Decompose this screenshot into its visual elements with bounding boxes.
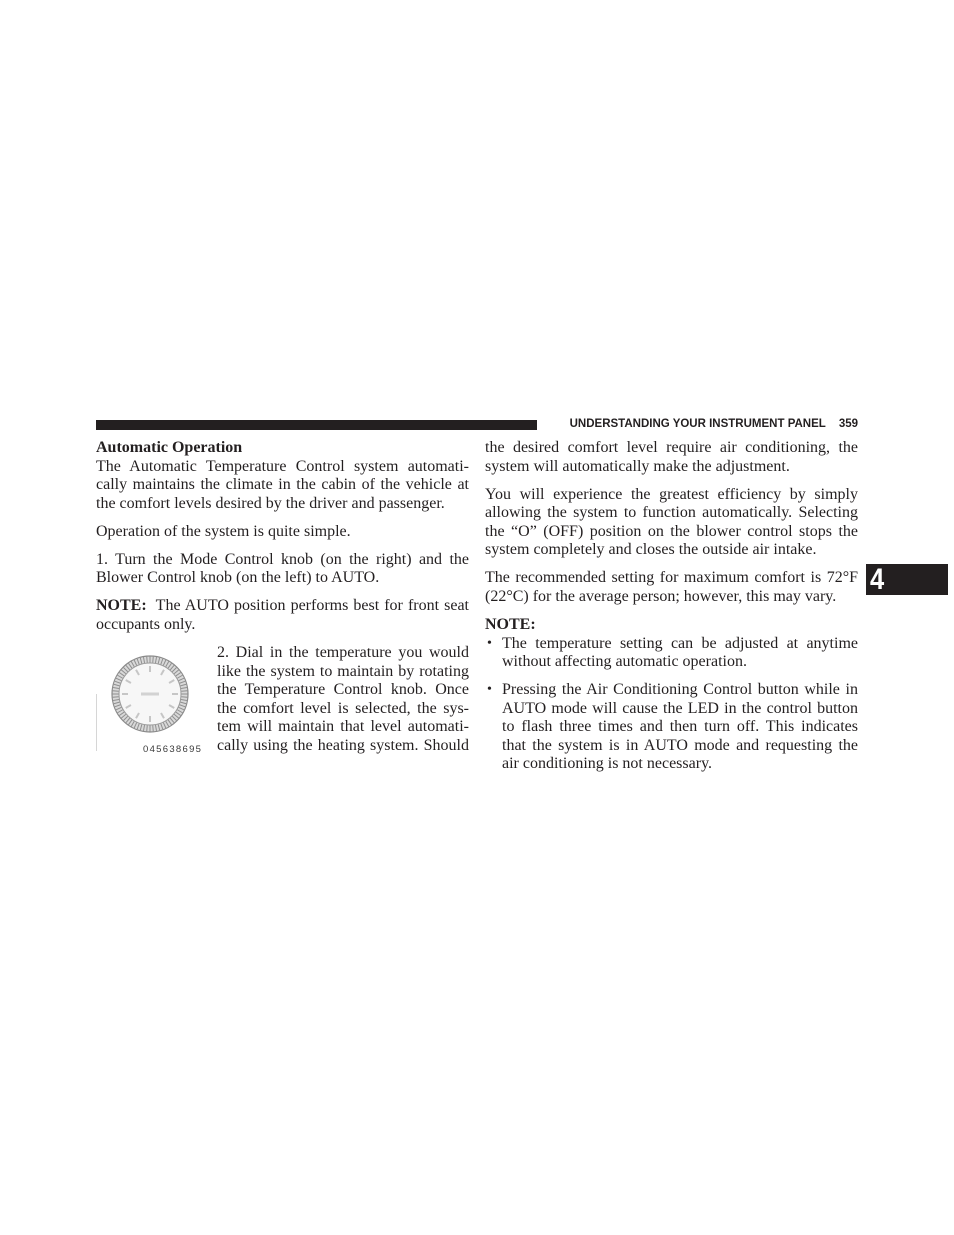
- header-rule: [96, 420, 537, 430]
- note-paragraph: [96, 597, 469, 634]
- note-label: NOTE:: [96, 597, 147, 615]
- text-line: the comfort level is selected, the sys-: [217, 699, 469, 717]
- text-line: Blower Control knob (on the left) to AUTO.: [96, 569, 380, 587]
- knob-figure: [96, 644, 217, 756]
- text-line: air conditioning is not necessary.: [502, 755, 713, 773]
- text-line: The recommended setting for maximum comfort is 72°F: [485, 569, 858, 587]
- right-column: [485, 439, 858, 783]
- step-1-paragraph: [96, 551, 469, 588]
- text-line: • The temperature setting can be adjusted at anytime: [502, 634, 858, 652]
- text-line: tem will maintain that level automati-: [217, 718, 469, 736]
- knob-grip-tick: [153, 657, 154, 663]
- text-line: system completely and closes the outside air intake.: [485, 541, 817, 559]
- step-2-with-figure: [96, 644, 469, 756]
- text-line: The Automatic Temperature Control system automati-: [96, 457, 469, 475]
- left-column: [96, 439, 469, 756]
- text-line: system will automatically make the adjustment.: [485, 457, 790, 475]
- text-line: 2. Dial in the temperature you would: [217, 643, 469, 661]
- note-label: NOTE:: [485, 615, 536, 633]
- chapter-tab: [866, 564, 948, 595]
- text-line: the comfort levels desired by the driver and passenger.: [96, 494, 445, 512]
- knob-grip-tick: [113, 691, 119, 692]
- knob-grip-tick: [113, 697, 119, 698]
- knob-grip-tick: [181, 691, 187, 692]
- bullet-item: [485, 635, 858, 672]
- efficiency-paragraph: [485, 486, 858, 560]
- knob-grip-tick: [147, 725, 148, 731]
- text-line: the Temperature Control knob. Once: [217, 681, 469, 699]
- text-line: • Pressing the Air Conditioning Control button while in: [502, 681, 858, 699]
- section-heading: Automatic Operation: [96, 439, 243, 456]
- continued-paragraph: [485, 439, 858, 476]
- text-line: You will experience the greatest efficiency by simply: [485, 485, 858, 503]
- step-2-paragraph: [217, 644, 469, 756]
- temperature-control-knob-icon: [96, 644, 217, 756]
- page-number: 359: [838, 418, 858, 430]
- text-line: without affecting automatic operation.: [502, 653, 747, 671]
- recommended-paragraph: [485, 569, 858, 606]
- text-line: cally using the heating system. Should: [217, 736, 469, 754]
- running-header: [570, 417, 858, 431]
- text-line: Operation of the system is quite simple.: [96, 522, 351, 540]
- text-line: cally maintains the climate in the cabin of the vehicle at: [96, 476, 469, 494]
- section-title: UNDERSTANDING YOUR INSTRUMENT PANEL: [569, 418, 826, 430]
- knob-center-mark: [141, 692, 159, 695]
- bullet-item: [485, 681, 858, 774]
- note-text: The AUTO position performs best for front seat: [155, 597, 469, 615]
- text-line: like the system to maintain by rotating: [217, 662, 469, 680]
- text-line: allowing the system to function automatically. Selecting: [485, 504, 858, 522]
- text-line: (22°C) for the average person; however, this may vary.: [485, 587, 837, 605]
- knob-grip-tick: [147, 657, 148, 663]
- text-line: AUTO mode will cause the LED in the control button: [502, 699, 858, 717]
- text-line: that the system is in AUTO mode and requesting the: [502, 736, 858, 754]
- figure-code: 045638695: [143, 743, 203, 755]
- text-line: to flash three times and then turn off. This indicates: [502, 718, 858, 736]
- simple-paragraph: [96, 523, 469, 542]
- text-line: 1. Turn the Mode Control knob (on the right) and the: [96, 550, 469, 568]
- knob-grip-tick: [153, 725, 154, 731]
- text-line: the desired comfort level require air conditioning, the: [485, 439, 858, 456]
- knob-grip-tick: [181, 697, 187, 698]
- text-line: the “O” (OFF) position on the blower control stops the: [485, 522, 858, 540]
- intro-paragraph: [96, 458, 469, 514]
- text-line: occupants only.: [96, 615, 196, 633]
- chapter-number: 4: [870, 563, 885, 596]
- text-line: [96, 597, 469, 616]
